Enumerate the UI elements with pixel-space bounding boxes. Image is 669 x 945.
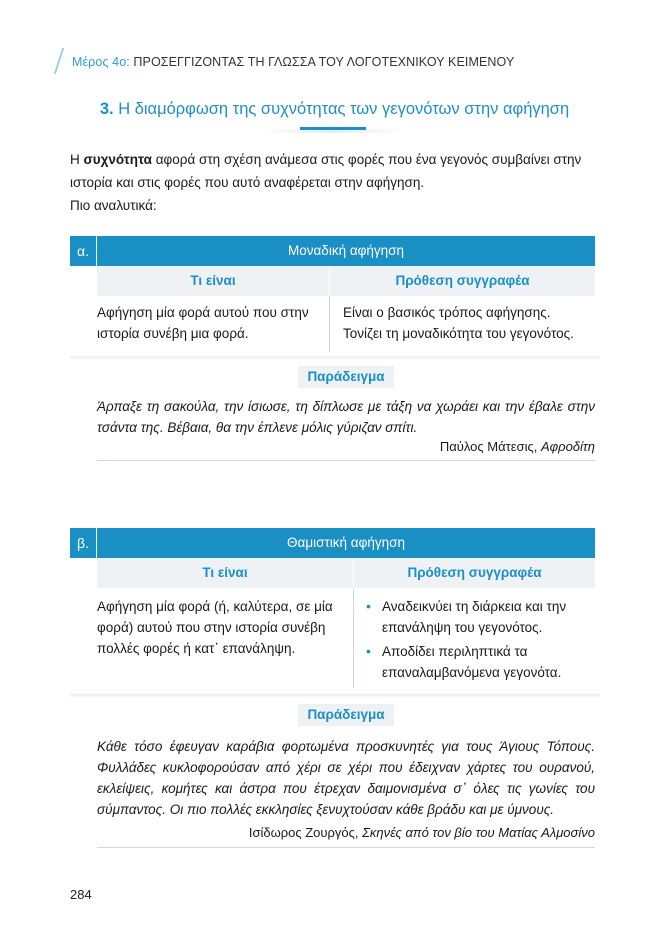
box-a-letter: α. xyxy=(70,236,96,266)
box-a-example-text: Άρπαξε τη σακούλα, την ίσιωσε, τη δίπλωσε με τάξη να χωράει και την έβαλε στην τσάντα της. Βέβαια, θα την έπλενε μόλις γύριζαν σπίτι. xyxy=(97,399,595,435)
running-head xyxy=(72,55,514,69)
intro-post: αφορά στη σχέση ανάμεσα στις φορές που ένα γεγονός συμβαίνει στην ιστορία και στις φορές που αυτό αναφέρεται στην αφήγηση. xyxy=(70,152,582,190)
box-a-col2-line: Είναι ο βασικός τρόπος αφήγησης. xyxy=(343,305,551,320)
box-b-col1-head: Τι είναι xyxy=(97,558,353,588)
box-a-example-label: Παράδειγμα xyxy=(298,366,394,388)
box-b-bullet: • Αποδίδει περιληπτικά τα επαναλαμβανόμενα γεγονότα. xyxy=(366,641,595,683)
section-number: 3. xyxy=(99,100,114,118)
intro-paragraph xyxy=(70,148,610,194)
box-b-column-divider xyxy=(353,588,354,688)
box-b-col1-text: Αφήγηση μία φορά (ή, καλύτερα, σε μία φορά) αυτού που στην ιστορία συνέβη πολλές φορές ή κατ᾽ επανάληψη. xyxy=(97,599,333,656)
running-head-accent xyxy=(54,48,64,74)
box-a-col1-head: Τι είναι xyxy=(97,266,329,296)
intro-more: Πιο αναλυτικά: xyxy=(70,198,157,213)
box-b-col2-list xyxy=(366,596,595,686)
section-title xyxy=(0,100,669,119)
box-b-header: Θαμιστική αφήγηση xyxy=(97,528,595,558)
box-a-col2-line: Τονίζει τη μοναδικότητα του γεγονότος. xyxy=(343,326,574,341)
box-a-bottom-rule xyxy=(97,460,595,461)
running-head-part: Μέρος 4ο: xyxy=(72,55,130,69)
box-a-column-divider xyxy=(329,296,330,352)
intro-pre: Η xyxy=(70,152,84,167)
page-number: 284 xyxy=(70,887,92,902)
box-b-example-text: Κάθε τόσο έφευγαν καράβια φορτωμένα προσκυνητές για τους Άγιους Τόπους. Φυλλάδες κυκλοφορούσαν από χέρι σε χέρι που έδειχναν χάρτες του ουρανού, εκλείψεις, κομήτες και άστρα που έτρεχαν δαιμονισμένα σ᾽ όλες τις γωνίες του σύμπαντος. Οι πιο πολλές εκκλησίες ξενυχτούσαν κάθε βράδυ και με ύμνους. xyxy=(97,739,595,817)
box-a-source-author: Παύλος Μάτεσις, xyxy=(439,439,541,454)
box-b-col2-head: Πρόθεση συγγραφέα xyxy=(354,558,595,588)
box-a-header: Μοναδική αφήγηση xyxy=(97,236,595,266)
title-underline xyxy=(300,127,366,130)
box-b-bullet: • Αναδεικνύει τη διάρκεια και την επανάληψη του γεγονότος. xyxy=(366,596,595,638)
box-b-example-label: Παράδειγμα xyxy=(298,704,394,726)
box-b-letter: β. xyxy=(70,528,96,558)
box-b-bottom-rule xyxy=(97,847,595,848)
box-b-source-author: Ισίδωρος Ζουργός, xyxy=(248,825,363,840)
box-a-col2-text xyxy=(343,302,595,344)
box-a-source-work: Αφροδίτη xyxy=(540,439,595,454)
box-b-shadow xyxy=(70,694,600,698)
box-a-col2-head: Πρόθεση συγγραφέα xyxy=(330,266,595,296)
box-b-source-work: Σκηνές από τον βίο του Ματίας Αλμοσίνο xyxy=(362,825,595,840)
running-head-title: ΠΡΟΣΕΓΓΙΖΟΝΤΑΣ ΤΗ ΓΛΩΣΣΑ ΤΟΥ ΛΟΓΟΤΕΧΝΙΚΟΥ ΚΕΙΜΕΝΟΥ xyxy=(133,55,515,69)
box-a-col1-text: Αφήγηση μία φορά αυτού που στην ιστορία συνέβη μια φορά. xyxy=(97,305,309,341)
box-b-source xyxy=(160,825,595,840)
box-a-shadow xyxy=(70,356,600,360)
box-a-source xyxy=(300,439,595,454)
section-title-text: Η διαμόρφωση της συχνότητας των γεγονότων στην αφήγηση xyxy=(118,100,570,118)
intro-bold-term: συχνότητα xyxy=(83,152,152,167)
